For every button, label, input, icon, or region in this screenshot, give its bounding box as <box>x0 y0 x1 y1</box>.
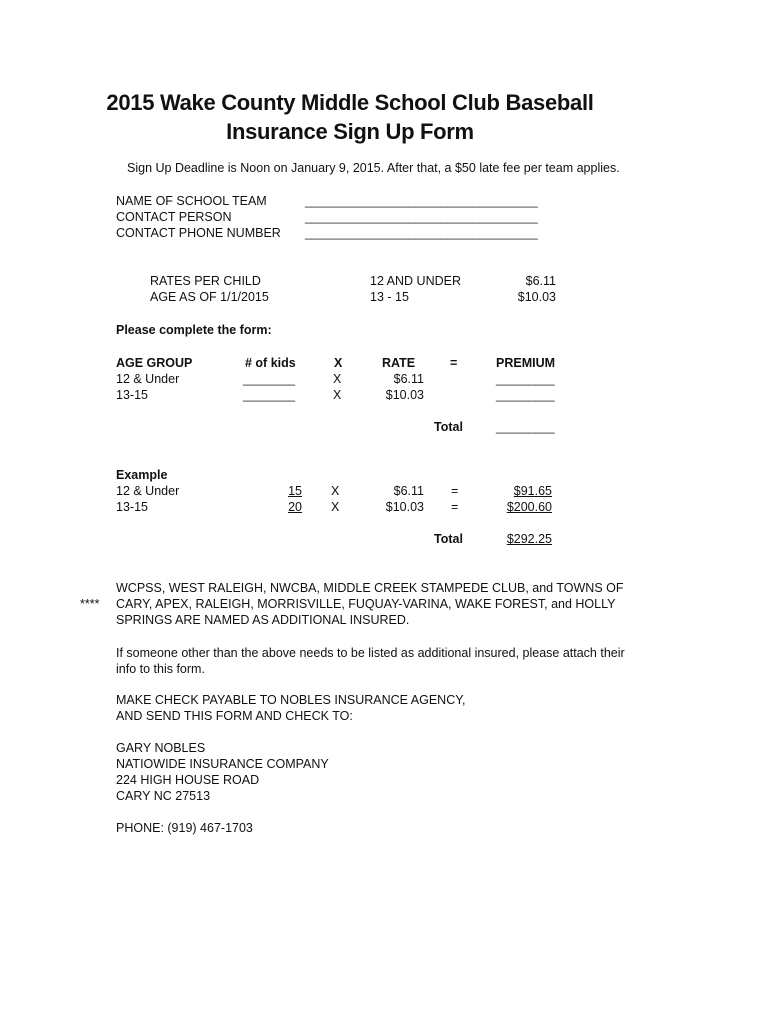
form-title-line1: 2015 Wake County Middle School Club Baseball <box>106 90 594 115</box>
contact-phone-blank[interactable]: ____________________________________ <box>305 226 538 240</box>
other-insured-note-line1: If someone other than the above needs to be listed as additional insured, please attach their <box>116 646 625 660</box>
rate-group-12-under: 12 AND UNDER <box>370 274 461 288</box>
form-row-rate: $6.11 <box>393 372 424 386</box>
example-heading: Example <box>116 468 168 482</box>
form-instruction: Please complete the form: <box>116 323 272 337</box>
form-total-blank[interactable]: _________ <box>496 420 555 434</box>
form-row-kids-blank[interactable]: ________ <box>243 388 295 402</box>
check-payable-line1: MAKE CHECK PAYABLE TO NOBLES INSURANCE AGENCY, <box>116 693 466 707</box>
insured-line2: CARY, APEX, RALEIGH, MORRISVILLE, FUQUAY-VARINA, WAKE FOREST, and HOLLY <box>116 597 616 611</box>
form-row-premium-blank[interactable]: _________ <box>496 372 555 386</box>
header-equals: = <box>450 356 458 370</box>
example-row-rate: $6.11 <box>393 484 424 498</box>
form-row-group: 12 & Under <box>116 372 180 386</box>
contact-phone-label: CONTACT PHONE NUMBER <box>116 226 281 240</box>
other-insured-note-line2: info to this form. <box>116 662 205 676</box>
insured-line3: SPRINGS ARE NAMED AS ADDITIONAL INSURED. <box>116 613 410 627</box>
example-row-x: X <box>331 500 340 514</box>
rate-value-13-15: $10.03 <box>517 290 556 304</box>
example-row-rate: $10.03 <box>385 500 424 514</box>
example-row-group: 13-15 <box>116 500 148 514</box>
form-row-group: 13-15 <box>116 388 148 402</box>
example-row-kids: 15 <box>288 484 302 498</box>
contact-person-blank[interactable]: ____________________________________ <box>305 210 538 224</box>
example-row-group: 12 & Under <box>116 484 180 498</box>
form-title-line2: Insurance Sign Up Form <box>226 119 474 144</box>
form-total-label: Total <box>434 420 463 434</box>
example-row-premium: $91.65 <box>513 484 552 498</box>
example-row-equals: = <box>451 500 459 514</box>
example-total-label: Total <box>434 532 463 546</box>
form-row-kids-blank[interactable]: ________ <box>243 372 295 386</box>
check-payable-line2: AND SEND THIS FORM AND CHECK TO: <box>116 709 353 723</box>
phone-number: PHONE: (919) 467-1703 <box>116 821 253 835</box>
insured-line1: WCPSS, WEST RALEIGH, NWCBA, MIDDLE CREEK STAMPEDE CLUB, and TOWNS OF <box>116 581 624 595</box>
address-city: CARY NC 27513 <box>116 789 211 803</box>
example-row-equals: = <box>451 484 459 498</box>
rate-group-13-15: 13 - 15 <box>370 290 409 304</box>
address-company: NATIOWIDE INSURANCE COMPANY <box>116 757 329 771</box>
example-row-x: X <box>331 484 340 498</box>
header-premium: PREMIUM <box>496 356 556 370</box>
example-total-value: $292.25 <box>506 532 552 546</box>
deadline-notice: Sign Up Deadline is Noon on January 9, 2015. After that, a $50 late fee per team applies. <box>127 161 620 175</box>
header-num-kids: # of kids <box>245 356 296 370</box>
contact-person-label: CONTACT PERSON <box>116 210 232 224</box>
header-rate: RATE <box>382 356 416 370</box>
address-street: 224 HIGH HOUSE ROAD <box>116 773 260 787</box>
header-age-group: AGE GROUP <box>116 356 193 370</box>
school-team-blank[interactable]: ____________________________________ <box>305 194 538 208</box>
form-row-rate: $10.03 <box>385 388 424 402</box>
school-team-label: NAME OF SCHOOL TEAM <box>116 194 267 208</box>
rates-label: RATES PER CHILD <box>150 274 261 288</box>
form-row-x: X <box>333 388 342 402</box>
age-as-of-label: AGE AS OF 1/1/2015 <box>150 290 269 304</box>
address-name: GARY NOBLES <box>116 741 206 755</box>
form-row-premium-blank[interactable]: _________ <box>496 388 555 402</box>
rate-value-12-under: $6.11 <box>525 274 556 288</box>
example-row-premium: $200.60 <box>506 500 552 514</box>
header-x: X <box>334 356 343 370</box>
example-row-kids: 20 <box>288 500 302 514</box>
insured-marker: **** <box>80 597 100 611</box>
form-row-x: X <box>333 372 342 386</box>
